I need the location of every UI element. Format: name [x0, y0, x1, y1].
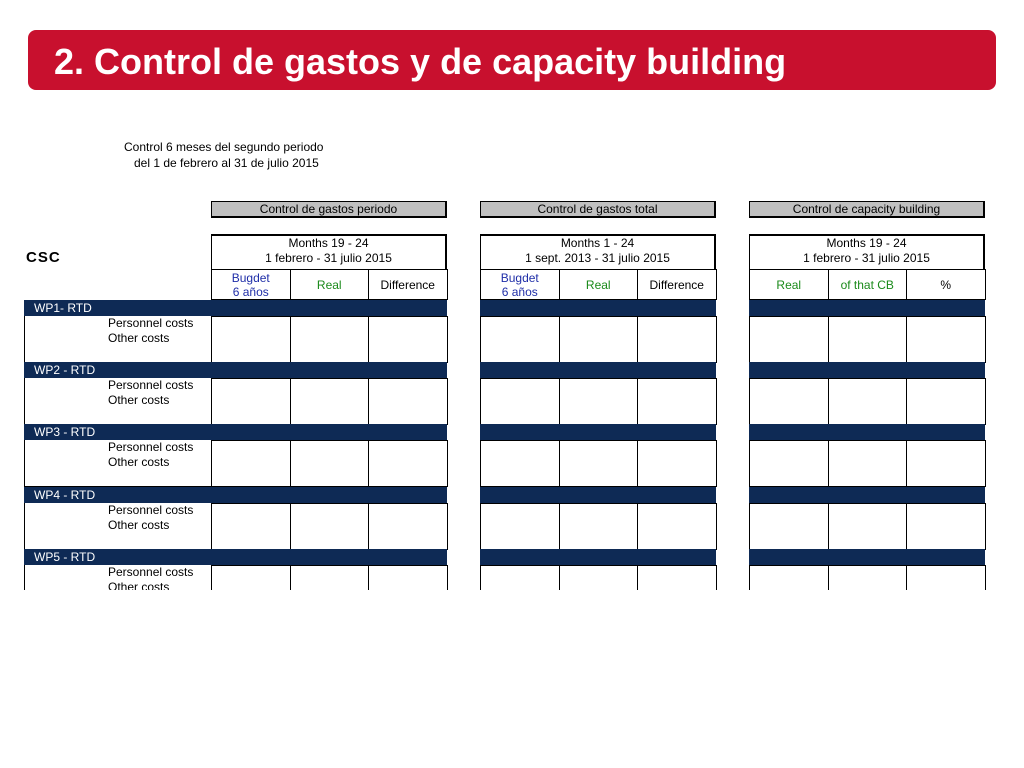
data-cell[interactable] — [828, 565, 908, 590]
data-cell[interactable] — [559, 440, 639, 487]
group-months: Months 19 - 24 — [288, 236, 369, 250]
wp-band — [24, 549, 211, 565]
data-cell[interactable] — [906, 316, 986, 363]
wp-band — [24, 362, 211, 378]
data-cell[interactable] — [749, 440, 829, 487]
group-dates: 1 febrero - 31 julio 2015 — [803, 251, 930, 265]
column-header-text: % — [940, 277, 952, 292]
data-cell[interactable] — [211, 503, 291, 550]
wp-band-fill — [480, 487, 716, 503]
data-cell[interactable] — [559, 503, 639, 550]
column-header — [637, 269, 717, 300]
data-cell[interactable] — [637, 316, 717, 363]
data-cell[interactable] — [480, 503, 560, 550]
cost-row-label: Other costs — [108, 393, 170, 407]
cost-row-label: Personnel costs — [108, 440, 194, 454]
group-title-box: Control de gastos total — [480, 201, 716, 218]
cost-row-label: Other costs — [108, 331, 170, 345]
wp-label: WP5 - RTD — [34, 550, 96, 564]
wp-band-fill — [211, 362, 447, 378]
wp-label: WP2 - RTD — [34, 363, 96, 377]
data-cell[interactable] — [828, 440, 908, 487]
data-cell[interactable] — [637, 503, 717, 550]
group-dates: 1 sept. 2013 - 31 julio 2015 — [525, 251, 670, 265]
data-cell[interactable] — [368, 440, 448, 487]
column-header — [211, 269, 291, 300]
data-cell[interactable] — [749, 378, 829, 425]
cost-row-label: Personnel costs — [108, 503, 194, 517]
wp-band — [24, 300, 211, 316]
column-header-text: of that CB — [840, 277, 894, 292]
data-cell[interactable] — [749, 503, 829, 550]
caption-line-1: Control 6 meses del segundo periodo — [124, 140, 324, 154]
column-header-text: Bugdet 6 años — [500, 270, 539, 299]
data-cell[interactable] — [290, 378, 370, 425]
data-cell[interactable] — [211, 316, 291, 363]
group-dates: 1 febrero - 31 julio 2015 — [265, 251, 392, 265]
data-cell[interactable] — [559, 565, 639, 590]
data-cell[interactable] — [480, 316, 560, 363]
column-header-text: Bugdet 6 años — [231, 270, 270, 299]
cost-row-label: Other costs — [108, 580, 170, 590]
wp-band-fill — [480, 362, 716, 378]
column-header-text: Difference — [649, 277, 704, 292]
wp-band-fill — [211, 487, 447, 503]
wp-band — [24, 424, 211, 440]
group-title-box: Control de gastos periodo — [211, 201, 447, 218]
data-cell[interactable] — [559, 378, 639, 425]
group-period-header — [211, 234, 447, 270]
wp-band-fill — [211, 300, 447, 316]
group-months: Months 19 - 24 — [826, 236, 907, 250]
wp-band-fill — [749, 424, 985, 440]
wp-band-fill — [749, 362, 985, 378]
wp-band-fill — [749, 487, 985, 503]
cost-row-label: Other costs — [108, 455, 170, 469]
data-cell[interactable] — [368, 378, 448, 425]
wp-band-fill — [211, 549, 447, 565]
wp-band-fill — [211, 424, 447, 440]
group-period-header — [749, 234, 985, 270]
data-cell[interactable] — [906, 503, 986, 550]
data-cell[interactable] — [290, 565, 370, 590]
group-months: Months 1 - 24 — [560, 236, 635, 250]
data-cell[interactable] — [211, 440, 291, 487]
column-header — [290, 269, 370, 300]
wp-label: WP1- RTD — [34, 301, 92, 315]
wp-band-fill — [480, 424, 716, 440]
column-header — [368, 269, 448, 300]
data-cell[interactable] — [290, 316, 370, 363]
wp-label: WP4 - RTD — [34, 488, 96, 502]
wp-band — [24, 487, 211, 503]
data-cell[interactable] — [749, 316, 829, 363]
column-header — [480, 269, 560, 300]
column-header — [749, 269, 829, 300]
data-cell[interactable] — [368, 316, 448, 363]
cost-row-label: Other costs — [108, 518, 170, 532]
group-period-header — [480, 234, 716, 270]
column-header — [559, 269, 639, 300]
cost-row-label: Personnel costs — [108, 378, 194, 392]
data-cell[interactable] — [211, 378, 291, 425]
column-header-text: Difference — [380, 277, 435, 292]
wp-band-fill — [480, 549, 716, 565]
left-label: CSC — [26, 249, 61, 266]
wp-label: WP3 - RTD — [34, 425, 96, 439]
column-header — [828, 269, 908, 300]
data-cell[interactable] — [828, 503, 908, 550]
wp-band-fill — [749, 549, 985, 565]
data-cell[interactable] — [906, 378, 986, 425]
cost-row-label: Personnel costs — [108, 565, 194, 579]
wp-band-fill — [749, 300, 985, 316]
column-header — [906, 269, 986, 300]
data-cell[interactable] — [290, 440, 370, 487]
data-cell[interactable] — [480, 565, 560, 590]
data-cell[interactable] — [828, 316, 908, 363]
data-cell[interactable] — [637, 440, 717, 487]
data-cell[interactable] — [368, 503, 448, 550]
data-cell[interactable] — [828, 378, 908, 425]
data-cell[interactable] — [480, 378, 560, 425]
slide-title: 2. Control de gastos y de capacity building — [54, 41, 787, 82]
data-cell[interactable] — [211, 565, 291, 590]
data-cell[interactable] — [637, 565, 717, 590]
data-cell[interactable] — [290, 503, 370, 550]
data-cell[interactable] — [559, 316, 639, 363]
data-cell[interactable] — [368, 565, 448, 590]
group-title-box: Control de capacity building — [749, 201, 985, 218]
wp-band-fill — [480, 300, 716, 316]
caption-line-2: del 1 de febrero al 31 de julio 2015 — [134, 156, 319, 170]
cost-row-label: Personnel costs — [108, 316, 194, 330]
data-cell[interactable] — [480, 440, 560, 487]
column-header-text: Real — [585, 277, 611, 292]
column-header-text: Real — [776, 277, 802, 292]
data-cell[interactable] — [906, 565, 986, 590]
data-cell[interactable] — [749, 565, 829, 590]
column-header-text: Real — [316, 277, 342, 292]
data-cell[interactable] — [637, 378, 717, 425]
data-cell[interactable] — [906, 440, 986, 487]
